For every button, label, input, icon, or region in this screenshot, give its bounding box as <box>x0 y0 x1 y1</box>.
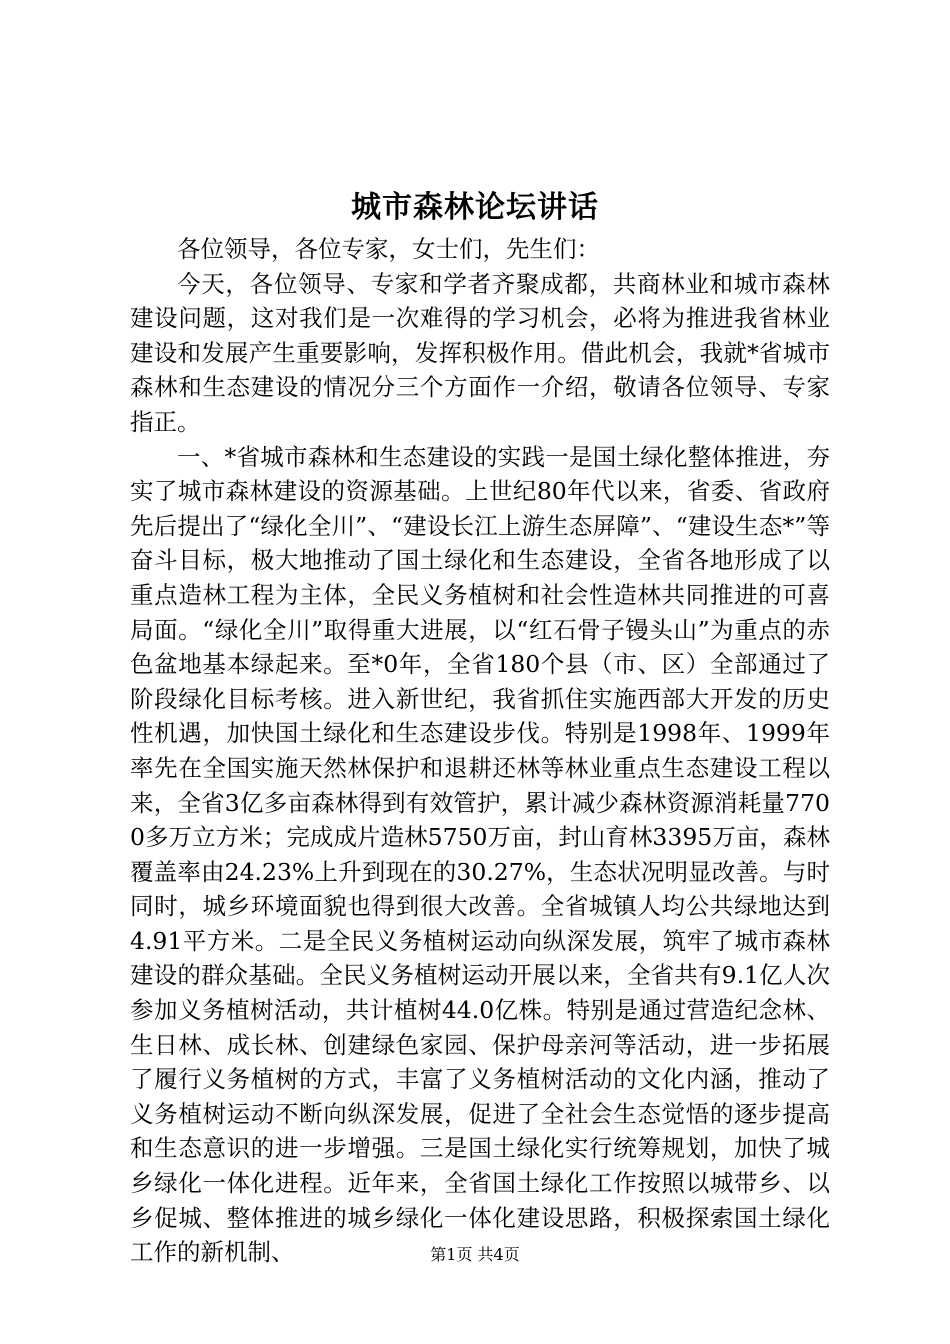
salutation-paragraph: 各位领导，各位专家，女士们，先生们： <box>177 235 600 263</box>
section-one-paragraph: 一、*省城市森林和生态建设的实践一是国土绿化整体推进，夯实了城市森林建设的资源基础。上世纪80年代以来，省委、省政府先后提出了“绿化全川”、“建设长江上游生态屏障”、“建设生态*”等奋斗目标，极大地推动了国土绿化和生态建设，全省各地形成了以重点造林工程为主体，全民义务植树和社会性造林共同推进的可喜局面。“绿化全川”取得重大进展，以“红石骨子镘头山”为重点的赤色盆地基本绿起来。至*0年，全省180个县（市、区）全部通过了阶段绿化目标考核。进入新世纪，我省抓住实施西部大开发的历史性机遇，加快国土绿化和生态建设步伐。特别是1998年、1999年率先在全国实施天然林保护和退耕还林等林业重点生态建设工程以来，全省3亿多亩森林得到有效管护，累计减少森林资源消耗量7700多万立方米；完成成片造林5750万亩，封山育林3395万亩，森林覆盖率由24.23%上升到现在的30.27%，生态状况明显改善。与时同时，城乡环境面貌也得到很大改善。全省城镇人均公共绿地达到4.91平方米。二是全民义务植树运动向纵深发展，筑牢了城市森林建设的群众基础。全民义务植树运动开展以来，全省共有9.1亿人次参加义务植树活动，共计植树44.0亿株。特别是通过营造纪念林、生日林、成长林、创建绿色家园、保护母亲河等活动，进一步拓展了履行义务植树的方式，丰富了义务植树活动的文化内涵，推动了义务植树运动不断向纵深发展，促进了全社会生态觉悟的逐步提高和生态意识的进一步增强。三是国土绿化实行统筹规划，加快了城乡绿化一体化进程。近年来，全省国土绿化工作按照以城带乡、以乡促城、整体推进的城乡绿化一体化建设思路，积极探索国土绿化工作的新机制、 <box>130 442 830 1267</box>
document-title: 城市森林论坛讲话 <box>351 190 599 225</box>
document-body <box>130 232 830 1270</box>
page-footer: 第1页 共4页 <box>430 1245 520 1264</box>
intro-paragraph: 今天，各位领导、专家和学者齐聚成都，共商林业和城市森林建设问题，这对我们是一次难得的学习机会，必将为推进我省林业建设和发展产生重要影响，发挥积极作用。借此机会，我就*省城市森林和生态建设的情况分三个方面作一介绍，敬请各位领导、专家指正。 <box>130 269 830 436</box>
